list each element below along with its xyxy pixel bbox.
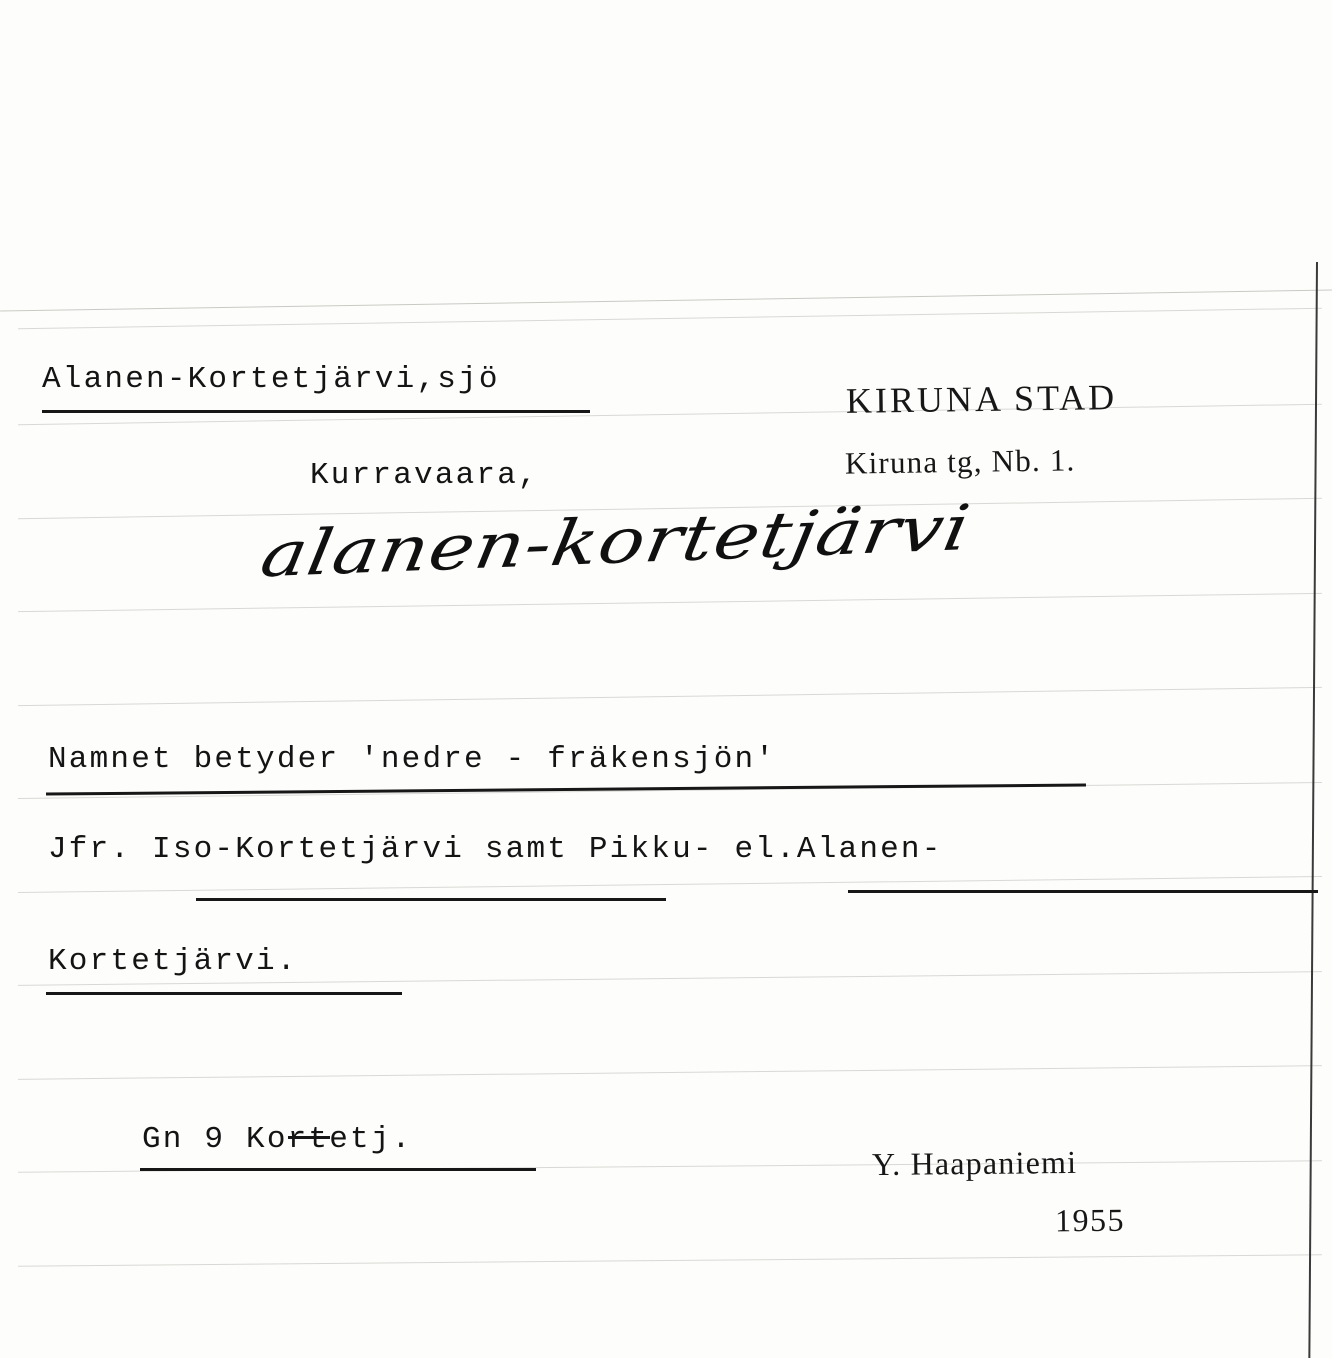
reference-underline — [140, 1168, 536, 1171]
card-rule-line — [18, 1065, 1322, 1080]
card-rule-line — [18, 308, 1322, 329]
meaning-underline — [46, 783, 1086, 795]
reference-text: Gn 9 Kortetj. — [142, 1122, 413, 1157]
place-name-text: Kurravaara, — [310, 458, 539, 493]
compare-continued-underline — [46, 992, 402, 995]
collector-signature-name: Y. Haapaniemi — [871, 1143, 1078, 1183]
collector-signature-year: 1955 — [1054, 1201, 1126, 1239]
compare-note-text: Jfr. Iso-Kortetjärvi samt Pikku- el.Alanen- — [48, 832, 943, 867]
compare-note-continued-text: Kortetjärvi. — [48, 944, 298, 979]
card-right-edge — [1308, 262, 1318, 1358]
headword-underline — [42, 410, 590, 413]
card-rule-line — [18, 593, 1322, 612]
card-rule-line — [18, 687, 1322, 706]
card-top-edge — [0, 290, 1332, 312]
compare-underline-left — [196, 898, 666, 901]
archive-stamp-address: Kiruna tg, Nb. 1. — [844, 442, 1076, 481]
archive-stamp-city: KIRUNA STAD — [845, 377, 1118, 421]
compare-underline-right — [848, 890, 1318, 893]
reference-strikethrough — [288, 1136, 330, 1139]
meaning-note-text: Namnet betyder 'nedre - fräkensjön' — [48, 742, 777, 777]
card-rule-line — [18, 1254, 1322, 1266]
headword-text: Alanen-Kortetjärvi,sjö — [42, 362, 500, 397]
card-rule-line — [18, 404, 1322, 425]
handwritten-name-form: alanen-kortetjärvi — [255, 490, 976, 592]
